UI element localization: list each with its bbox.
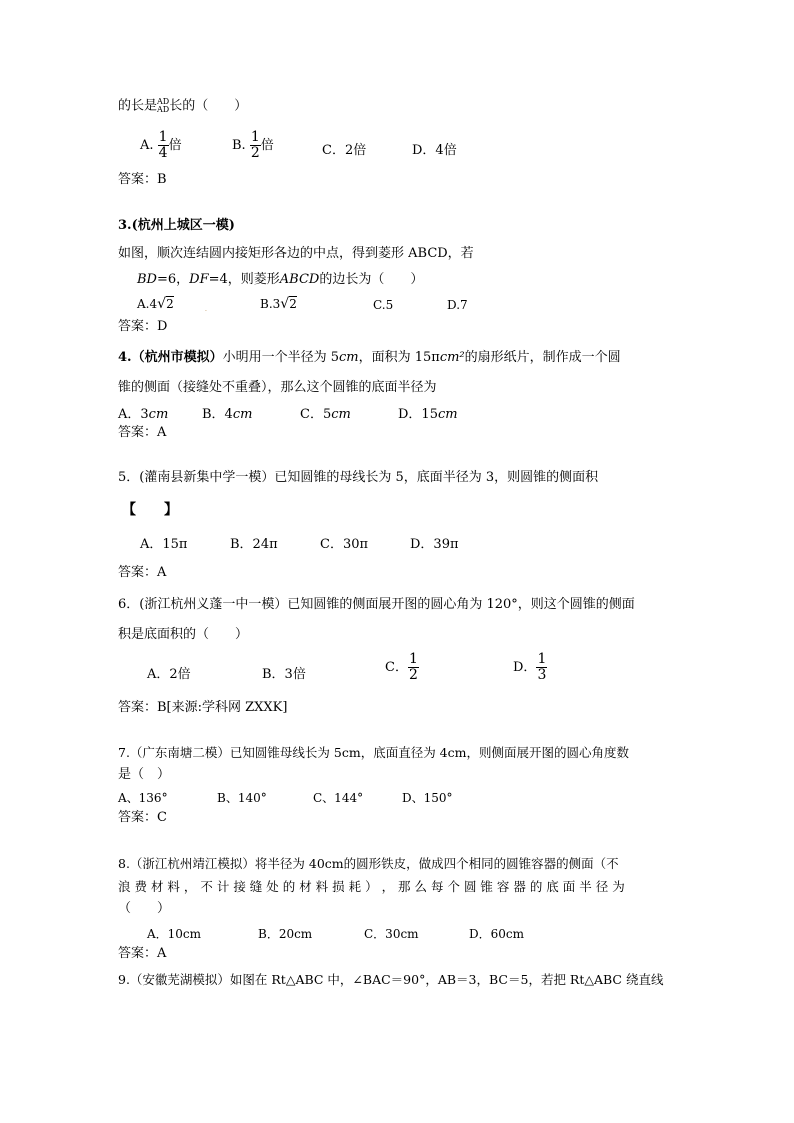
q2-stem xyxy=(118,98,247,115)
q7-option-a: A、136° xyxy=(118,791,168,805)
option-unit: 倍 xyxy=(260,138,274,153)
unit: cm xyxy=(338,350,359,365)
q8-option-a: A．10cm xyxy=(147,927,202,941)
var-abcd: ABCD xyxy=(279,272,320,287)
denominator: 4 xyxy=(158,145,168,161)
q2-option-d: D．4倍 xyxy=(412,143,457,158)
q6-answer: 答案：B[来源:学科网 ZXXK] xyxy=(118,700,288,715)
q6-option-d xyxy=(513,652,547,683)
q6-option-b: B．3倍 xyxy=(262,667,306,682)
q5-line1: 5．(灌南县新集中学一模）已知圆锥的母线长为 5，底面半径为 3，则圆锥的侧面积 xyxy=(118,470,599,485)
option-label: B.3 xyxy=(260,297,281,311)
text: 的边长为（ ） xyxy=(319,272,424,287)
unit: cm xyxy=(437,407,458,422)
fraction xyxy=(158,130,169,161)
q5-answer: 答案：A xyxy=(118,565,167,580)
numerator: 1 xyxy=(250,129,260,145)
arc-fraction xyxy=(157,98,169,114)
numerator: 1 xyxy=(408,651,418,667)
text: =4，则菱形 xyxy=(208,272,280,287)
option-label: A.4 xyxy=(137,297,158,311)
fraction xyxy=(536,652,547,683)
sqrt xyxy=(280,297,297,311)
unit: cm xyxy=(331,407,351,422)
numerator: 1 xyxy=(158,129,168,145)
q6-line2: 积是底面积的（ ） xyxy=(118,627,249,642)
denominator: 2 xyxy=(250,145,260,161)
q3-dot: . xyxy=(205,306,207,313)
q2-option-b xyxy=(232,130,274,161)
denominator: 2 xyxy=(408,667,418,683)
q4-option-a xyxy=(118,403,168,422)
arc-bottom: AD xyxy=(157,105,170,114)
var-bd: BD xyxy=(137,272,157,287)
q3-title: 3.(杭州上城区一模) xyxy=(118,218,235,233)
sqrt xyxy=(157,297,174,311)
fraction xyxy=(408,652,419,683)
q2-option-a xyxy=(140,130,182,161)
option-text: C．5 xyxy=(300,407,332,422)
q7-line1: 7.（广东南塘二模）已知圆锥母线长为 5cm，底面直径为 4cm，则侧面展开图的圆心角度数 xyxy=(118,745,629,760)
unit: cm² xyxy=(439,350,465,365)
q5-bracket: 【 】 xyxy=(122,502,178,518)
q3-answer: 答案：D xyxy=(118,319,168,334)
option-label: C． xyxy=(385,660,408,675)
text: 的扇形纸片，制作成一个圆 xyxy=(464,350,621,365)
q5-option-a: A．15π xyxy=(140,537,188,552)
q8-answer: 答案：A xyxy=(118,946,167,961)
radicand: 2 xyxy=(166,297,174,311)
q6-option-a: A．2倍 xyxy=(147,667,191,682)
denominator: 3 xyxy=(537,667,547,683)
q7-line2: 是（ ） xyxy=(118,767,171,782)
q4-title: 4.（杭州市模拟） xyxy=(118,350,223,365)
q8-option-b: B．20cm xyxy=(258,927,313,941)
q6-line1: 6．(浙江杭州义蓬一中一模）已知圆锥的侧面展开图的圆心角为 120°，则这个圆锥的侧面 xyxy=(118,597,635,612)
q5-option-b: B．24π xyxy=(230,537,278,552)
option-text: A．3 xyxy=(118,407,149,422)
q2-answer: 答案：B xyxy=(118,172,167,187)
q3-option-d: D.7 xyxy=(447,298,468,312)
q4-answer: 答案：A xyxy=(118,425,167,440)
q8-line3: （ ） xyxy=(118,901,171,916)
text: 小明用一个半径为 5 xyxy=(222,350,339,365)
q8-option-c: C．30cm xyxy=(364,927,419,941)
unit: cm xyxy=(148,407,169,422)
q7-option-b: B、140° xyxy=(217,791,267,805)
numerator: 1 xyxy=(537,651,547,667)
q8-line1: 8.（浙江杭州靖江模拟）将半径为 40cm的圆形铁皮，做成四个相同的圆锥容器的侧面（不 xyxy=(118,856,619,871)
q2-stem-suffix: 长的（ ） xyxy=(169,98,248,114)
q2-option-c: C．2倍 xyxy=(322,143,367,158)
q6-option-c xyxy=(385,652,419,683)
unit: cm xyxy=(232,407,253,422)
fraction xyxy=(250,130,261,161)
q7-answer: 答案：C xyxy=(118,810,167,825)
text: ，面积为 15π xyxy=(358,350,440,365)
q8-line2: 浪 费 材 料 ， 不 计 接 缝 处 的 材 料 损 耗 ） ， 那 么 每 个 圆 锥 容 器 的 底 面 半 径 为 xyxy=(118,879,625,894)
q4-option-c xyxy=(300,403,351,422)
q4-line1 xyxy=(118,350,621,366)
option-text: B．4 xyxy=(202,407,233,422)
q9-line1: 9.（安徽芜湖模拟）如图在 Rt△ABC 中，∠BAC＝90°，AB＝3，BC＝5，若把 Rt△ABC 绕直线 xyxy=(118,972,664,987)
q3-line1: 如图，顺次连结圆内接矩形各边的中点，得到菱形 ABCD，若 xyxy=(118,246,474,261)
text: =6， xyxy=(156,272,190,287)
q2-stem-prefix: 的长是 xyxy=(118,98,158,114)
option-label: B. xyxy=(232,138,246,153)
q4-option-d xyxy=(398,403,458,422)
q3-option-c: C.5 xyxy=(373,298,394,312)
option-label: A. xyxy=(140,138,154,153)
arc-top: AD xyxy=(157,97,170,106)
q4-line2: 锥的侧面（接缝处不重叠），那么这个圆锥的底面半径为 xyxy=(118,380,437,395)
q5-option-d: D．39π xyxy=(410,537,459,552)
q3-option-a xyxy=(137,297,174,311)
q8-option-d: D．60cm xyxy=(469,927,524,941)
q3-line2 xyxy=(137,272,423,288)
var-df: DF xyxy=(189,272,209,287)
q5-option-c: C．30π xyxy=(320,537,369,552)
option-unit: 倍 xyxy=(168,138,182,153)
q4-option-b xyxy=(202,403,252,422)
q3-option-b xyxy=(260,297,297,311)
option-label: D． xyxy=(513,660,537,675)
radicand: 2 xyxy=(289,297,297,311)
q7-option-c: C、144° xyxy=(313,791,364,805)
option-text: D．15 xyxy=(398,407,438,422)
q7-option-d: D、150° xyxy=(402,791,453,805)
